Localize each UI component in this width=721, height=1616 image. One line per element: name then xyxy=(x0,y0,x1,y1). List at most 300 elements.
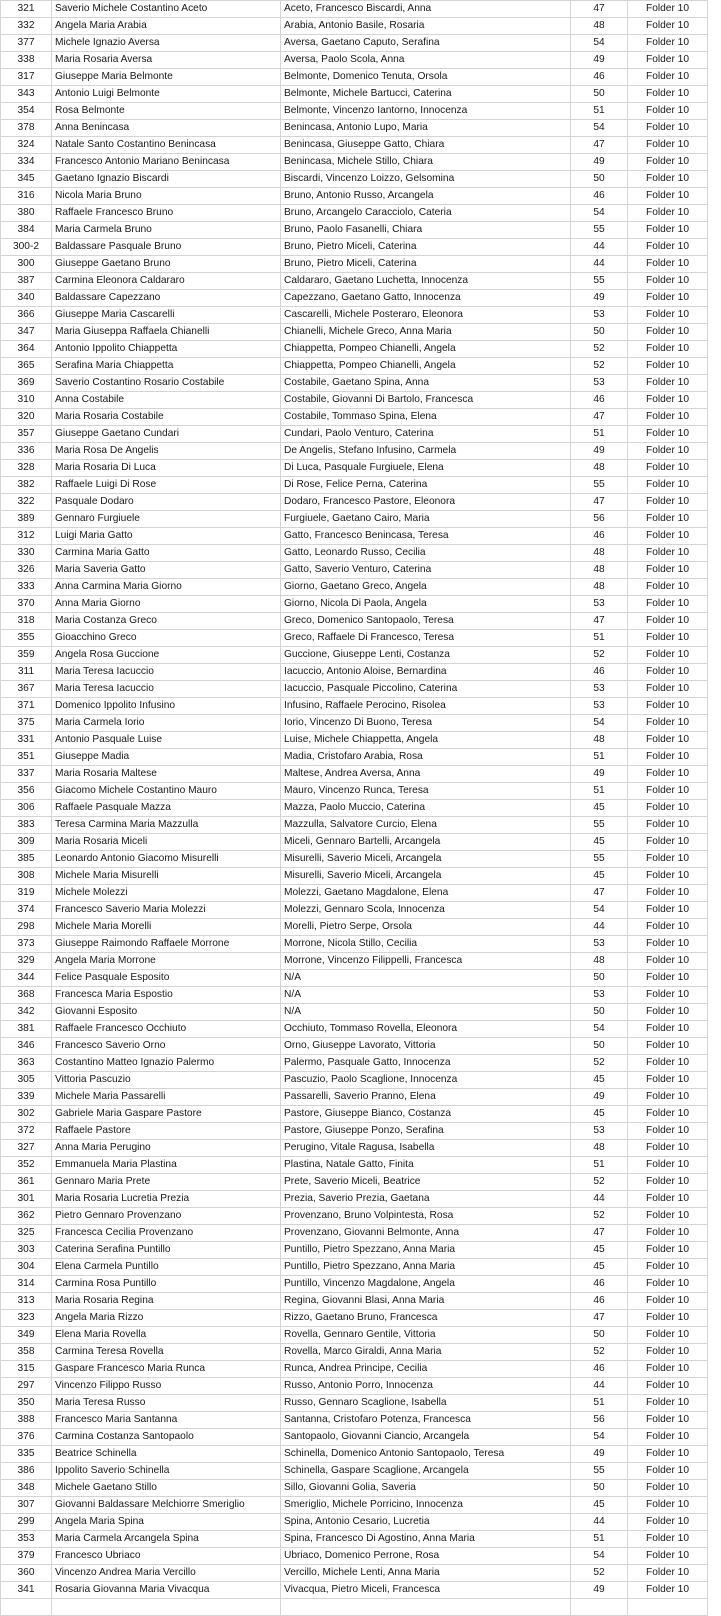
number-cell[interactable]: 49 xyxy=(571,154,628,171)
empty-cell[interactable] xyxy=(281,1599,571,1616)
folder-cell[interactable]: Folder 10 xyxy=(628,766,708,783)
parents-cell[interactable]: Regina, Giovanni Blasi, Anna Maria xyxy=(281,1293,571,1310)
folder-cell[interactable]: Folder 10 xyxy=(628,613,708,630)
record-id-cell[interactable]: 300-2 xyxy=(1,239,52,256)
parents-cell[interactable]: Iacuccio, Pasquale Piccolino, Caterina xyxy=(281,681,571,698)
parents-cell[interactable]: Palermo, Pasquale Gatto, Innocenza xyxy=(281,1055,571,1072)
record-id-cell[interactable]: 325 xyxy=(1,1225,52,1242)
person-name-cell[interactable]: Maria Rosaria Lucretia Prezia xyxy=(52,1191,281,1208)
parents-cell[interactable]: Caldararo, Gaetano Luchetta, Innocenza xyxy=(281,273,571,290)
folder-cell[interactable]: Folder 10 xyxy=(628,1038,708,1055)
folder-cell[interactable]: Folder 10 xyxy=(628,919,708,936)
folder-cell[interactable]: Folder 10 xyxy=(628,885,708,902)
number-cell[interactable]: 45 xyxy=(571,868,628,885)
record-id-cell[interactable]: 345 xyxy=(1,171,52,188)
record-id-cell[interactable]: 357 xyxy=(1,426,52,443)
number-cell[interactable]: 56 xyxy=(571,511,628,528)
number-cell[interactable]: 53 xyxy=(571,596,628,613)
person-name-cell[interactable]: Giacomo Michele Costantino Mauro xyxy=(52,783,281,800)
person-name-cell[interactable]: Carmina Eleonora Caldararo xyxy=(52,273,281,290)
record-id-cell[interactable]: 298 xyxy=(1,919,52,936)
folder-cell[interactable]: Folder 10 xyxy=(628,511,708,528)
record-id-cell[interactable]: 344 xyxy=(1,970,52,987)
number-cell[interactable]: 47 xyxy=(571,1,628,18)
number-cell[interactable]: 49 xyxy=(571,290,628,307)
parents-cell[interactable]: Spina, Francesco Di Agostino, Anna Maria xyxy=(281,1531,571,1548)
number-cell[interactable]: 51 xyxy=(571,783,628,800)
person-name-cell[interactable]: Emmanuela Maria Plastina xyxy=(52,1157,281,1174)
folder-cell[interactable]: Folder 10 xyxy=(628,1412,708,1429)
record-id-cell[interactable]: 371 xyxy=(1,698,52,715)
folder-cell[interactable]: Folder 10 xyxy=(628,1344,708,1361)
person-name-cell[interactable]: Maria Teresa Russo xyxy=(52,1395,281,1412)
number-cell[interactable]: 46 xyxy=(571,528,628,545)
folder-cell[interactable]: Folder 10 xyxy=(628,1089,708,1106)
record-id-cell[interactable]: 350 xyxy=(1,1395,52,1412)
empty-cell[interactable] xyxy=(1,1599,52,1616)
folder-cell[interactable]: Folder 10 xyxy=(628,1208,708,1225)
parents-cell[interactable]: Prete, Saverio Miceli, Beatrice xyxy=(281,1174,571,1191)
parents-cell[interactable]: Smeriglio, Michele Porricino, Innocenza xyxy=(281,1497,571,1514)
person-name-cell[interactable]: Maria Rosa De Angelis xyxy=(52,443,281,460)
number-cell[interactable]: 46 xyxy=(571,188,628,205)
folder-cell[interactable]: Folder 10 xyxy=(628,1242,708,1259)
record-id-cell[interactable]: 363 xyxy=(1,1055,52,1072)
record-id-cell[interactable]: 317 xyxy=(1,69,52,86)
record-id-cell[interactable]: 327 xyxy=(1,1140,52,1157)
person-name-cell[interactable]: Maria Teresa Iacuccio xyxy=(52,664,281,681)
record-id-cell[interactable]: 372 xyxy=(1,1123,52,1140)
parents-cell[interactable]: Chianelli, Michele Greco, Anna Maria xyxy=(281,324,571,341)
parents-cell[interactable]: Iacuccio, Antonio Aloise, Bernardina xyxy=(281,664,571,681)
folder-cell[interactable]: Folder 10 xyxy=(628,664,708,681)
parents-cell[interactable]: Pascuzio, Paolo Scaglione, Innocenza xyxy=(281,1072,571,1089)
folder-cell[interactable]: Folder 10 xyxy=(628,137,708,154)
person-name-cell[interactable]: Baldassare Pasquale Bruno xyxy=(52,239,281,256)
record-id-cell[interactable]: 309 xyxy=(1,834,52,851)
folder-cell[interactable]: Folder 10 xyxy=(628,817,708,834)
record-id-cell[interactable]: 379 xyxy=(1,1548,52,1565)
record-id-cell[interactable]: 346 xyxy=(1,1038,52,1055)
number-cell[interactable]: 45 xyxy=(571,1242,628,1259)
parents-cell[interactable]: Aversa, Paolo Scola, Anna xyxy=(281,52,571,69)
number-cell[interactable]: 47 xyxy=(571,885,628,902)
parents-cell[interactable]: Passarelli, Saverio Pranno, Elena xyxy=(281,1089,571,1106)
folder-cell[interactable]: Folder 10 xyxy=(628,1123,708,1140)
record-id-cell[interactable]: 299 xyxy=(1,1514,52,1531)
record-id-cell[interactable]: 369 xyxy=(1,375,52,392)
number-cell[interactable]: 50 xyxy=(571,1327,628,1344)
number-cell[interactable]: 47 xyxy=(571,137,628,154)
folder-cell[interactable]: Folder 10 xyxy=(628,698,708,715)
number-cell[interactable]: 50 xyxy=(571,1004,628,1021)
folder-cell[interactable]: Folder 10 xyxy=(628,392,708,409)
person-name-cell[interactable]: Francesco Antonio Mariano Benincasa xyxy=(52,154,281,171)
folder-cell[interactable]: Folder 10 xyxy=(628,443,708,460)
person-name-cell[interactable]: Natale Santo Costantino Benincasa xyxy=(52,137,281,154)
record-id-cell[interactable]: 353 xyxy=(1,1531,52,1548)
number-cell[interactable]: 45 xyxy=(571,1259,628,1276)
folder-cell[interactable]: Folder 10 xyxy=(628,902,708,919)
record-id-cell[interactable]: 301 xyxy=(1,1191,52,1208)
parents-cell[interactable]: Ubriaco, Domenico Perrone, Rosa xyxy=(281,1548,571,1565)
person-name-cell[interactable]: Costantino Matteo Ignazio Palermo xyxy=(52,1055,281,1072)
record-id-cell[interactable]: 307 xyxy=(1,1497,52,1514)
parents-cell[interactable]: Miceli, Gennaro Bartelli, Arcangela xyxy=(281,834,571,851)
parents-cell[interactable]: Furgiuele, Gaetano Cairo, Maria xyxy=(281,511,571,528)
folder-cell[interactable]: Folder 10 xyxy=(628,987,708,1004)
person-name-cell[interactable]: Caterina Serafina Puntillo xyxy=(52,1242,281,1259)
record-id-cell[interactable]: 322 xyxy=(1,494,52,511)
number-cell[interactable]: 55 xyxy=(571,477,628,494)
folder-cell[interactable]: Folder 10 xyxy=(628,171,708,188)
number-cell[interactable]: 48 xyxy=(571,579,628,596)
parents-cell[interactable]: Puntillo, Pietro Spezzano, Anna Maria xyxy=(281,1242,571,1259)
parents-cell[interactable]: Perugino, Vitale Ragusa, Isabella xyxy=(281,1140,571,1157)
record-id-cell[interactable]: 331 xyxy=(1,732,52,749)
record-id-cell[interactable]: 297 xyxy=(1,1378,52,1395)
person-name-cell[interactable]: Maria Carmela Bruno xyxy=(52,222,281,239)
number-cell[interactable]: 47 xyxy=(571,613,628,630)
parents-cell[interactable]: Dodaro, Francesco Pastore, Eleonora xyxy=(281,494,571,511)
person-name-cell[interactable]: Carmina Rosa Puntillo xyxy=(52,1276,281,1293)
number-cell[interactable]: 54 xyxy=(571,1429,628,1446)
person-name-cell[interactable]: Carmina Teresa Rovella xyxy=(52,1344,281,1361)
person-name-cell[interactable]: Maria Rosaria Di Luca xyxy=(52,460,281,477)
record-id-cell[interactable]: 386 xyxy=(1,1463,52,1480)
record-id-cell[interactable]: 320 xyxy=(1,409,52,426)
number-cell[interactable]: 45 xyxy=(571,800,628,817)
folder-cell[interactable]: Folder 10 xyxy=(628,579,708,596)
number-cell[interactable]: 54 xyxy=(571,902,628,919)
parents-cell[interactable]: Pastore, Giuseppe Ponzo, Serafina xyxy=(281,1123,571,1140)
record-id-cell[interactable]: 380 xyxy=(1,205,52,222)
number-cell[interactable]: 54 xyxy=(571,35,628,52)
folder-cell[interactable]: Folder 10 xyxy=(628,970,708,987)
number-cell[interactable]: 45 xyxy=(571,834,628,851)
number-cell[interactable]: 53 xyxy=(571,987,628,1004)
record-id-cell[interactable]: 333 xyxy=(1,579,52,596)
person-name-cell[interactable]: Luigi Maria Gatto xyxy=(52,528,281,545)
parents-cell[interactable]: Russo, Gennaro Scaglione, Isabella xyxy=(281,1395,571,1412)
parents-cell[interactable]: Costabile, Giovanni Di Bartolo, Francesca xyxy=(281,392,571,409)
folder-cell[interactable]: Folder 10 xyxy=(628,1140,708,1157)
number-cell[interactable]: 54 xyxy=(571,205,628,222)
folder-cell[interactable]: Folder 10 xyxy=(628,834,708,851)
person-name-cell[interactable]: Raffaele Francesco Occhiuto xyxy=(52,1021,281,1038)
parents-cell[interactable]: Infusino, Raffaele Perocino, Risolea xyxy=(281,698,571,715)
number-cell[interactable]: 47 xyxy=(571,409,628,426)
folder-cell[interactable]: Folder 10 xyxy=(628,1157,708,1174)
parents-cell[interactable]: Arabia, Antonio Basile, Rosaria xyxy=(281,18,571,35)
parents-cell[interactable]: Bruno, Pietro Miceli, Caterina xyxy=(281,239,571,256)
record-id-cell[interactable]: 352 xyxy=(1,1157,52,1174)
folder-cell[interactable]: Folder 10 xyxy=(628,239,708,256)
number-cell[interactable]: 54 xyxy=(571,120,628,137)
record-id-cell[interactable]: 384 xyxy=(1,222,52,239)
parents-cell[interactable]: Vivacqua, Pietro Miceli, Francesca xyxy=(281,1582,571,1599)
person-name-cell[interactable]: Carmina Maria Gatto xyxy=(52,545,281,562)
record-id-cell[interactable]: 347 xyxy=(1,324,52,341)
record-id-cell[interactable]: 373 xyxy=(1,936,52,953)
person-name-cell[interactable]: Gennaro Maria Prete xyxy=(52,1174,281,1191)
record-id-cell[interactable]: 351 xyxy=(1,749,52,766)
folder-cell[interactable]: Folder 10 xyxy=(628,1429,708,1446)
record-id-cell[interactable]: 376 xyxy=(1,1429,52,1446)
parents-cell[interactable]: Bruno, Pietro Miceli, Caterina xyxy=(281,256,571,273)
parents-cell[interactable]: Bruno, Arcangelo Caracciolo, Cateria xyxy=(281,205,571,222)
person-name-cell[interactable]: Gaspare Francesco Maria Runca xyxy=(52,1361,281,1378)
record-id-cell[interactable]: 306 xyxy=(1,800,52,817)
person-name-cell[interactable]: Anna Maria Giorno xyxy=(52,596,281,613)
person-name-cell[interactable]: Angela Rosa Guccione xyxy=(52,647,281,664)
number-cell[interactable]: 48 xyxy=(571,18,628,35)
person-name-cell[interactable]: Serafina Maria Chiappetta xyxy=(52,358,281,375)
person-name-cell[interactable]: Angela Maria Arabia xyxy=(52,18,281,35)
empty-cell[interactable] xyxy=(571,1599,628,1616)
person-name-cell[interactable]: Michele Ignazio Aversa xyxy=(52,35,281,52)
person-name-cell[interactable]: Rosa Belmonte xyxy=(52,103,281,120)
parents-cell[interactable]: Greco, Raffaele Di Francesco, Teresa xyxy=(281,630,571,647)
number-cell[interactable]: 51 xyxy=(571,426,628,443)
parents-cell[interactable]: Bruno, Paolo Fasanelli, Chiara xyxy=(281,222,571,239)
number-cell[interactable]: 48 xyxy=(571,545,628,562)
parents-cell[interactable]: Rizzo, Gaetano Bruno, Francesca xyxy=(281,1310,571,1327)
empty-cell[interactable] xyxy=(628,1599,708,1616)
record-id-cell[interactable]: 381 xyxy=(1,1021,52,1038)
number-cell[interactable]: 49 xyxy=(571,1089,628,1106)
parents-cell[interactable]: Russo, Antonio Porro, Innocenza xyxy=(281,1378,571,1395)
person-name-cell[interactable]: Baldassare Capezzano xyxy=(52,290,281,307)
record-id-cell[interactable]: 313 xyxy=(1,1293,52,1310)
record-id-cell[interactable]: 367 xyxy=(1,681,52,698)
person-name-cell[interactable]: Maria Rosaria Costabile xyxy=(52,409,281,426)
folder-cell[interactable]: Folder 10 xyxy=(628,69,708,86)
person-name-cell[interactable]: Giovanni Baldassare Melchiorre Smeriglio xyxy=(52,1497,281,1514)
folder-cell[interactable]: Folder 10 xyxy=(628,681,708,698)
parents-cell[interactable]: Benincasa, Antonio Lupo, Maria xyxy=(281,120,571,137)
person-name-cell[interactable]: Gabriele Maria Gaspare Pastore xyxy=(52,1106,281,1123)
parents-cell[interactable]: Luise, Michele Chiappetta, Angela xyxy=(281,732,571,749)
number-cell[interactable]: 46 xyxy=(571,1361,628,1378)
parents-cell[interactable]: Orno, Giuseppe Lavorato, Vittoria xyxy=(281,1038,571,1055)
folder-cell[interactable]: Folder 10 xyxy=(628,783,708,800)
parents-cell[interactable]: Misurelli, Saverio Miceli, Arcangela xyxy=(281,868,571,885)
parents-cell[interactable]: Mauro, Vincenzo Runca, Teresa xyxy=(281,783,571,800)
parents-cell[interactable]: N/A xyxy=(281,1004,571,1021)
record-id-cell[interactable]: 342 xyxy=(1,1004,52,1021)
folder-cell[interactable]: Folder 10 xyxy=(628,1004,708,1021)
person-name-cell[interactable]: Gioacchino Greco xyxy=(52,630,281,647)
folder-cell[interactable]: Folder 10 xyxy=(628,1582,708,1599)
number-cell[interactable]: 44 xyxy=(571,256,628,273)
folder-cell[interactable]: Folder 10 xyxy=(628,868,708,885)
number-cell[interactable]: 48 xyxy=(571,953,628,970)
person-name-cell[interactable]: Raffaele Francesco Bruno xyxy=(52,205,281,222)
person-name-cell[interactable]: Michele Maria Passarelli xyxy=(52,1089,281,1106)
person-name-cell[interactable]: Gaetano Ignazio Biscardi xyxy=(52,171,281,188)
folder-cell[interactable]: Folder 10 xyxy=(628,749,708,766)
folder-cell[interactable]: Folder 10 xyxy=(628,273,708,290)
folder-cell[interactable]: Folder 10 xyxy=(628,307,708,324)
record-id-cell[interactable]: 321 xyxy=(1,1,52,18)
record-id-cell[interactable]: 339 xyxy=(1,1089,52,1106)
parents-cell[interactable]: Giorno, Gaetano Greco, Angela xyxy=(281,579,571,596)
person-name-cell[interactable]: Gennaro Furgiuele xyxy=(52,511,281,528)
folder-cell[interactable]: Folder 10 xyxy=(628,290,708,307)
number-cell[interactable]: 52 xyxy=(571,1055,628,1072)
parents-cell[interactable]: Bruno, Antonio Russo, Arcangela xyxy=(281,188,571,205)
number-cell[interactable]: 52 xyxy=(571,358,628,375)
parents-cell[interactable]: Capezzano, Gaetano Gatto, Innocenza xyxy=(281,290,571,307)
record-id-cell[interactable]: 336 xyxy=(1,443,52,460)
number-cell[interactable]: 50 xyxy=(571,86,628,103)
folder-cell[interactable]: Folder 10 xyxy=(628,52,708,69)
record-id-cell[interactable]: 324 xyxy=(1,137,52,154)
person-name-cell[interactable]: Maria Rosaria Aversa xyxy=(52,52,281,69)
person-name-cell[interactable]: Teresa Carmina Maria Mazzulla xyxy=(52,817,281,834)
parents-cell[interactable]: Gatto, Leonardo Russo, Cecilia xyxy=(281,545,571,562)
record-id-cell[interactable]: 300 xyxy=(1,256,52,273)
record-id-cell[interactable]: 356 xyxy=(1,783,52,800)
person-name-cell[interactable]: Leonardo Antonio Giacomo Misurelli xyxy=(52,851,281,868)
person-name-cell[interactable]: Michele Maria Morelli xyxy=(52,919,281,936)
folder-cell[interactable]: Folder 10 xyxy=(628,1531,708,1548)
person-name-cell[interactable]: Giuseppe Gaetano Bruno xyxy=(52,256,281,273)
parents-cell[interactable]: Chiappetta, Pompeo Chianelli, Angela xyxy=(281,358,571,375)
parents-cell[interactable]: Maltese, Andrea Aversa, Anna xyxy=(281,766,571,783)
parents-cell[interactable]: Di Rose, Felice Perna, Caterina xyxy=(281,477,571,494)
parents-cell[interactable]: N/A xyxy=(281,987,571,1004)
folder-cell[interactable]: Folder 10 xyxy=(628,358,708,375)
parents-cell[interactable]: Morrone, Vincenzo Filippelli, Francesca xyxy=(281,953,571,970)
parents-cell[interactable]: Aceto, Francesco Biscardi, Anna xyxy=(281,1,571,18)
number-cell[interactable]: 51 xyxy=(571,103,628,120)
record-id-cell[interactable]: 314 xyxy=(1,1276,52,1293)
parents-cell[interactable]: Pastore, Giuseppe Bianco, Costanza xyxy=(281,1106,571,1123)
person-name-cell[interactable]: Antonio Ippolito Chiappetta xyxy=(52,341,281,358)
person-name-cell[interactable]: Maria Costanza Greco xyxy=(52,613,281,630)
parents-cell[interactable]: Santanna, Cristofaro Potenza, Francesca xyxy=(281,1412,571,1429)
number-cell[interactable]: 51 xyxy=(571,749,628,766)
folder-cell[interactable]: Folder 10 xyxy=(628,477,708,494)
number-cell[interactable]: 46 xyxy=(571,69,628,86)
folder-cell[interactable]: Folder 10 xyxy=(628,1276,708,1293)
record-id-cell[interactable]: 389 xyxy=(1,511,52,528)
parents-cell[interactable]: Chiappetta, Pompeo Chianelli, Angela xyxy=(281,341,571,358)
parents-cell[interactable]: Gatto, Francesco Benincasa, Teresa xyxy=(281,528,571,545)
record-id-cell[interactable]: 383 xyxy=(1,817,52,834)
record-id-cell[interactable]: 326 xyxy=(1,562,52,579)
record-id-cell[interactable]: 354 xyxy=(1,103,52,120)
number-cell[interactable]: 55 xyxy=(571,817,628,834)
parents-cell[interactable]: Sillo, Giovanni Golia, Saveria xyxy=(281,1480,571,1497)
parents-cell[interactable]: Benincasa, Michele Stillo, Chiara xyxy=(281,154,571,171)
parents-cell[interactable]: Schinella, Gaspare Scaglione, Arcangela xyxy=(281,1463,571,1480)
number-cell[interactable]: 50 xyxy=(571,1038,628,1055)
person-name-cell[interactable]: Vincenzo Andrea Maria Vercillo xyxy=(52,1565,281,1582)
person-name-cell[interactable]: Raffaele Luigi Di Rose xyxy=(52,477,281,494)
number-cell[interactable]: 47 xyxy=(571,1310,628,1327)
folder-cell[interactable]: Folder 10 xyxy=(628,1225,708,1242)
folder-cell[interactable]: Folder 10 xyxy=(628,647,708,664)
parents-cell[interactable]: De Angelis, Stefano Infusino, Carmela xyxy=(281,443,571,460)
folder-cell[interactable]: Folder 10 xyxy=(628,1191,708,1208)
folder-cell[interactable]: Folder 10 xyxy=(628,1514,708,1531)
record-id-cell[interactable]: 375 xyxy=(1,715,52,732)
record-id-cell[interactable]: 349 xyxy=(1,1327,52,1344)
folder-cell[interactable]: Folder 10 xyxy=(628,1310,708,1327)
person-name-cell[interactable]: Giuseppe Madia xyxy=(52,749,281,766)
number-cell[interactable]: 47 xyxy=(571,1225,628,1242)
person-name-cell[interactable]: Raffaele Pasquale Mazza xyxy=(52,800,281,817)
parents-cell[interactable]: Iorio, Vincenzo Di Buono, Teresa xyxy=(281,715,571,732)
folder-cell[interactable]: Folder 10 xyxy=(628,1548,708,1565)
parents-cell[interactable]: Aversa, Gaetano Caputo, Serafina xyxy=(281,35,571,52)
number-cell[interactable]: 54 xyxy=(571,1021,628,1038)
folder-cell[interactable]: Folder 10 xyxy=(628,154,708,171)
parents-cell[interactable]: Belmonte, Domenico Tenuta, Orsola xyxy=(281,69,571,86)
person-name-cell[interactable]: Michele Gaetano Stillo xyxy=(52,1480,281,1497)
person-name-cell[interactable]: Carmina Costanza Santopaolo xyxy=(52,1429,281,1446)
number-cell[interactable]: 54 xyxy=(571,1548,628,1565)
folder-cell[interactable]: Folder 10 xyxy=(628,1174,708,1191)
record-id-cell[interactable]: 348 xyxy=(1,1480,52,1497)
folder-cell[interactable]: Folder 10 xyxy=(628,86,708,103)
person-name-cell[interactable]: Maria Giuseppa Raffaela Chianelli xyxy=(52,324,281,341)
number-cell[interactable]: 55 xyxy=(571,1463,628,1480)
number-cell[interactable]: 44 xyxy=(571,239,628,256)
folder-cell[interactable]: Folder 10 xyxy=(628,1327,708,1344)
number-cell[interactable]: 44 xyxy=(571,919,628,936)
folder-cell[interactable]: Folder 10 xyxy=(628,1055,708,1072)
number-cell[interactable]: 52 xyxy=(571,647,628,664)
record-id-cell[interactable]: 366 xyxy=(1,307,52,324)
record-id-cell[interactable]: 310 xyxy=(1,392,52,409)
folder-cell[interactable]: Folder 10 xyxy=(628,800,708,817)
number-cell[interactable]: 45 xyxy=(571,1072,628,1089)
person-name-cell[interactable]: Anna Benincasa xyxy=(52,120,281,137)
folder-cell[interactable]: Folder 10 xyxy=(628,1497,708,1514)
folder-cell[interactable]: Folder 10 xyxy=(628,1293,708,1310)
parents-cell[interactable]: Greco, Domenico Santopaolo, Teresa xyxy=(281,613,571,630)
number-cell[interactable]: 48 xyxy=(571,732,628,749)
number-cell[interactable]: 44 xyxy=(571,1514,628,1531)
number-cell[interactable]: 54 xyxy=(571,715,628,732)
parents-cell[interactable]: Morrone, Nicola Stillo, Cecilia xyxy=(281,936,571,953)
number-cell[interactable]: 50 xyxy=(571,324,628,341)
folder-cell[interactable]: Folder 10 xyxy=(628,1361,708,1378)
number-cell[interactable]: 44 xyxy=(571,1191,628,1208)
number-cell[interactable]: 50 xyxy=(571,970,628,987)
parents-cell[interactable]: Belmonte, Michele Bartucci, Caterina xyxy=(281,86,571,103)
number-cell[interactable]: 46 xyxy=(571,392,628,409)
number-cell[interactable]: 51 xyxy=(571,1531,628,1548)
record-id-cell[interactable]: 365 xyxy=(1,358,52,375)
record-id-cell[interactable]: 308 xyxy=(1,868,52,885)
parents-cell[interactable]: Prezia, Saverio Prezia, Gaetana xyxy=(281,1191,571,1208)
number-cell[interactable]: 51 xyxy=(571,630,628,647)
record-id-cell[interactable]: 323 xyxy=(1,1310,52,1327)
person-name-cell[interactable]: Anna Carmina Maria Giorno xyxy=(52,579,281,596)
folder-cell[interactable]: Folder 10 xyxy=(628,596,708,613)
person-name-cell[interactable]: Maria Rosaria Regina xyxy=(52,1293,281,1310)
number-cell[interactable]: 55 xyxy=(571,273,628,290)
number-cell[interactable]: 51 xyxy=(571,1157,628,1174)
record-id-cell[interactable]: 343 xyxy=(1,86,52,103)
parents-cell[interactable]: Runca, Andrea Principe, Cecilia xyxy=(281,1361,571,1378)
parents-cell[interactable]: Puntillo, Pietro Spezzano, Anna Maria xyxy=(281,1259,571,1276)
